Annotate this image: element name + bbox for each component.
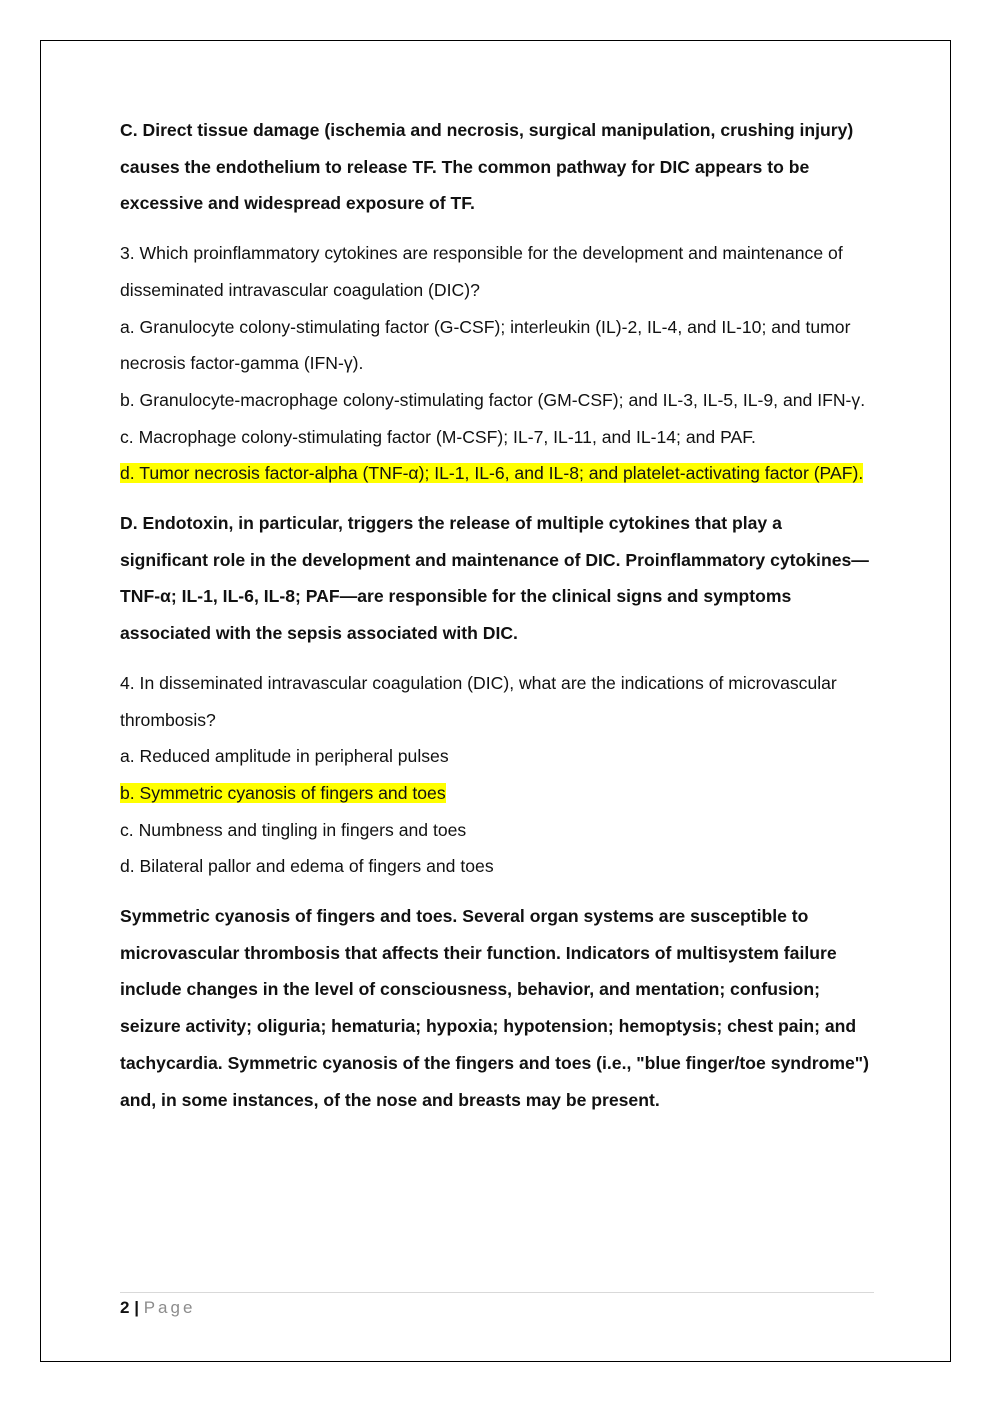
page-footer [120,1296,195,1320]
q3-explanation: D. Endotoxin, in particular, triggers the release of multiple cytokines that play a significant role in the development and maintenance of DIC. Proinflammatory cytokines—TNF-α; IL-1, IL-6, IL-8; PAF—are responsible for the clinical signs and symptoms associated with the sepsis associated with DIC. [120,513,869,644]
q4-option-b-highlighted: b. Symmetric cyanosis of fingers and toes [120,782,446,803]
q3-option-d-highlighted: d. Tumor necrosis factor-alpha (TNF-α); IL-1, IL-6, and IL-8; and platelet-activating factor (PAF). [120,463,864,484]
q4-option-b-wrapper [120,775,872,812]
q3-option-a: a. Granulocyte colony-stimulating factor (G-CSF); interleukin (IL)-2, IL-4, and IL-10; and tumor necrosis factor-gamma (IFN-γ). [120,316,851,374]
footer-separator: | [134,1298,139,1317]
page-label: Page [143,1298,196,1317]
question-3: 3. Which proinflammatory cytokines are responsible for the development and maintenance of disseminated intravascular coagulation (DIC)? [120,243,843,300]
q4-option-d: d. Bilateral pallor and edema of fingers and toes [120,856,494,877]
q4-explanation: Symmetric cyanosis of fingers and toes. Several organ systems are susceptible to microvascular thrombosis that affects their function. Indicators of multisystem failure include changes in the level of consciousness, behavior, and mentation; confusion; seizure activity; oliguria; hematuria; hypoxia; hypotension; hemoptysis; chest pain; and tachycardia. Symmetric cyanosis of the fingers and toes (i.e., "blue finger/toe syndrome") and, in some instances, of the nose and breasts may be present. [120,906,869,1110]
q4-option-c: c. Numbness and tingling in fingers and toes [120,819,467,840]
question-4: 4. In disseminated intravascular coagulation (DIC), what are the indications of microvascular thrombosis? [120,672,837,730]
q4-option-a: a. Reduced amplitude in peripheral pulses [120,746,449,767]
document-body [120,112,872,1118]
q3-option-b: b. Granulocyte-macrophage colony-stimulating factor (GM-CSF); and IL-3, IL-5, IL-9, and IFN-γ. [120,389,866,410]
page-number: 2 [120,1298,130,1317]
q3-option-d-wrapper [120,455,872,492]
q3-option-c: c. Macrophage colony-stimulating factor (M-CSF); IL-7, IL-11, and IL-14; and PAF. [120,426,756,447]
footer-divider [120,1292,874,1293]
answer-c-explanation: C. Direct tissue damage (ischemia and necrosis, surgical manipulation, crushing injury) causes the endothelium to release TF. The common pathway for DIC appears to be excessive and widespread exposure of TF. [120,120,854,214]
